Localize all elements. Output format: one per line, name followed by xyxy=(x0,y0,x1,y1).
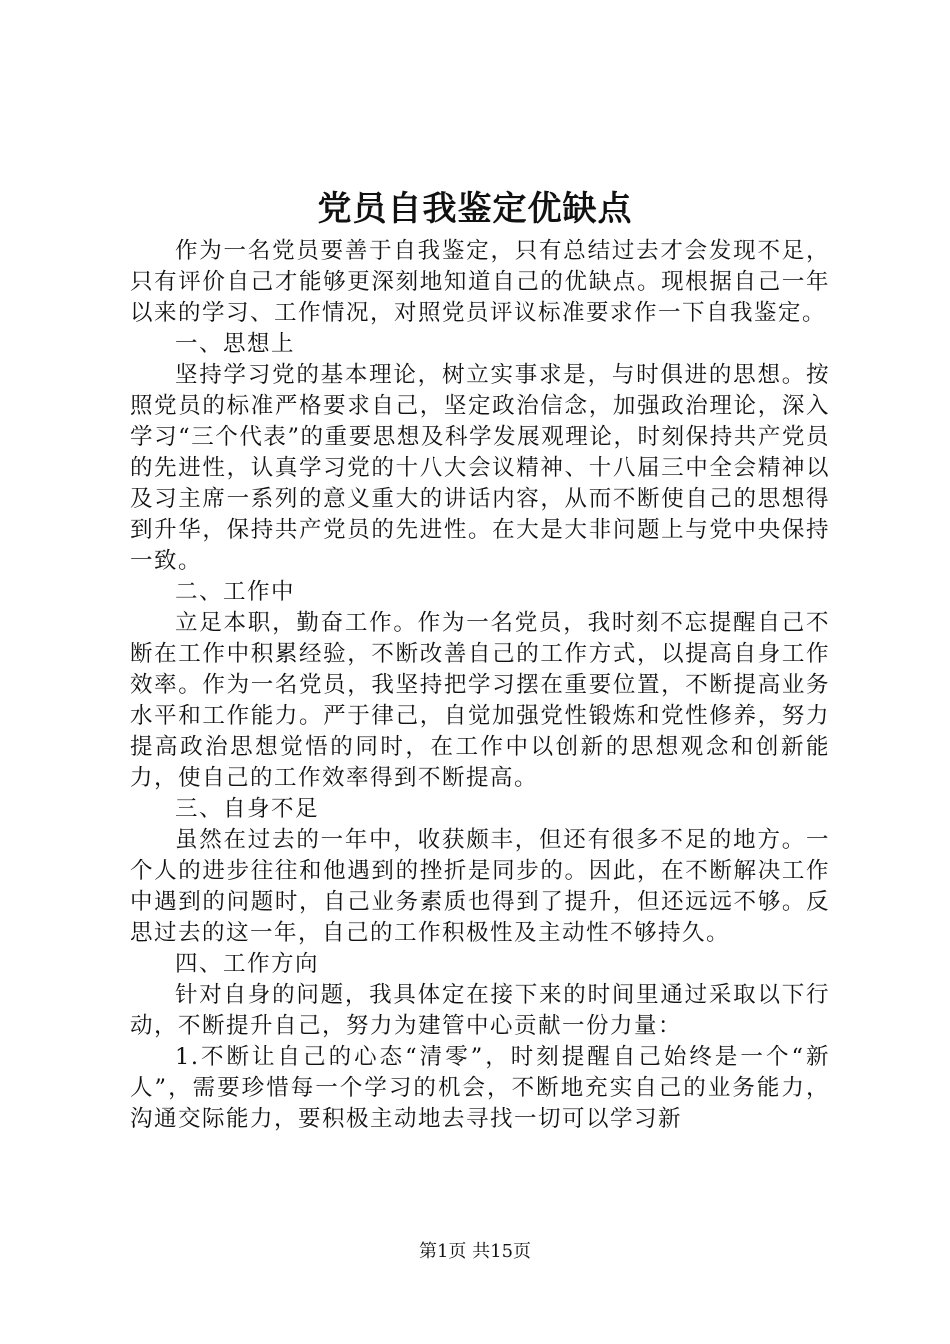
section-heading-thought: 一、思想上 xyxy=(175,331,296,357)
shortcomings-paragraph: 虽然在过去的一年中，收获颇丰，但还有很多不足的地方。一个人的进步往往和他遇到的挫折是同步的。因此，在不断解决工作中遇到的问题时，自己业务素质也得到了提升，但还远远不够。反思过去的这一年，自己的工作积极性及主动性不够持久。 xyxy=(130,827,830,946)
intro-paragraph: 作为一名党员要善于自我鉴定，只有总结过去才会发现不足，只有评价自己才能够更深刻地知道自己的优缺点。现根据自己一年以来的学习、工作情况，对照党员评议标准要求作一下自我鉴定。 xyxy=(130,238,830,326)
document-title: 党员自我鉴定优缺点 xyxy=(317,189,633,229)
work-paragraph: 立足本职，勤奋工作。作为一名党员，我时刻不忘提醒自己不断在工作中积累经验，不断改善自己的工作方式，以提高自身工作效率。作为一名党员，我坚持把学习摆在重要位置，不断提高业务水平和工作能力。严于律己，自觉加强党性锻炼和党性修养，努力提高政治思想觉悟的同时，在工作中以创新的思想观念和创新能力，使自己的工作效率得到不断提高。 xyxy=(130,610,830,791)
direction-paragraph: 针对自身的问题，我具体定在接下来的时间里通过采取以下行动，不断提升自己，努力为建管中心贡献一份力量： xyxy=(130,982,830,1039)
direction-item-1: 1.不断让自己的心态“清零”，时刻提醒自己始终是一个“新人”，需要珍惜每一个学习的机会，不断地充实自己的业务能力，沟通交际能力，要积极主动地去寻找一切可以学习新 xyxy=(130,1044,830,1132)
section-heading-direction: 四、工作方向 xyxy=(175,951,320,977)
section-heading-shortcomings: 三、自身不足 xyxy=(175,796,320,822)
document-body xyxy=(130,236,830,1135)
page-footer: 第1页 共15页 xyxy=(418,1241,532,1262)
section-heading-work: 二、工作中 xyxy=(175,579,296,605)
thought-paragraph: 坚持学习党的基本理论，树立实事求是，与时俱进的思想。按照党员的标准严格要求自己，坚定政治信念，加强政治理论，深入学习“三个代表”的重要思想及科学发展观理论，时刻保持共产党员的先进性，认真学习党的十八大会议精神、十八届三中全会精神以及习主席一系列的意义重大的讲话内容，从而不断使自己的思想得到升华，保持共产党员的先进性。在大是大非问题上与党中央保持一致。 xyxy=(130,362,830,574)
